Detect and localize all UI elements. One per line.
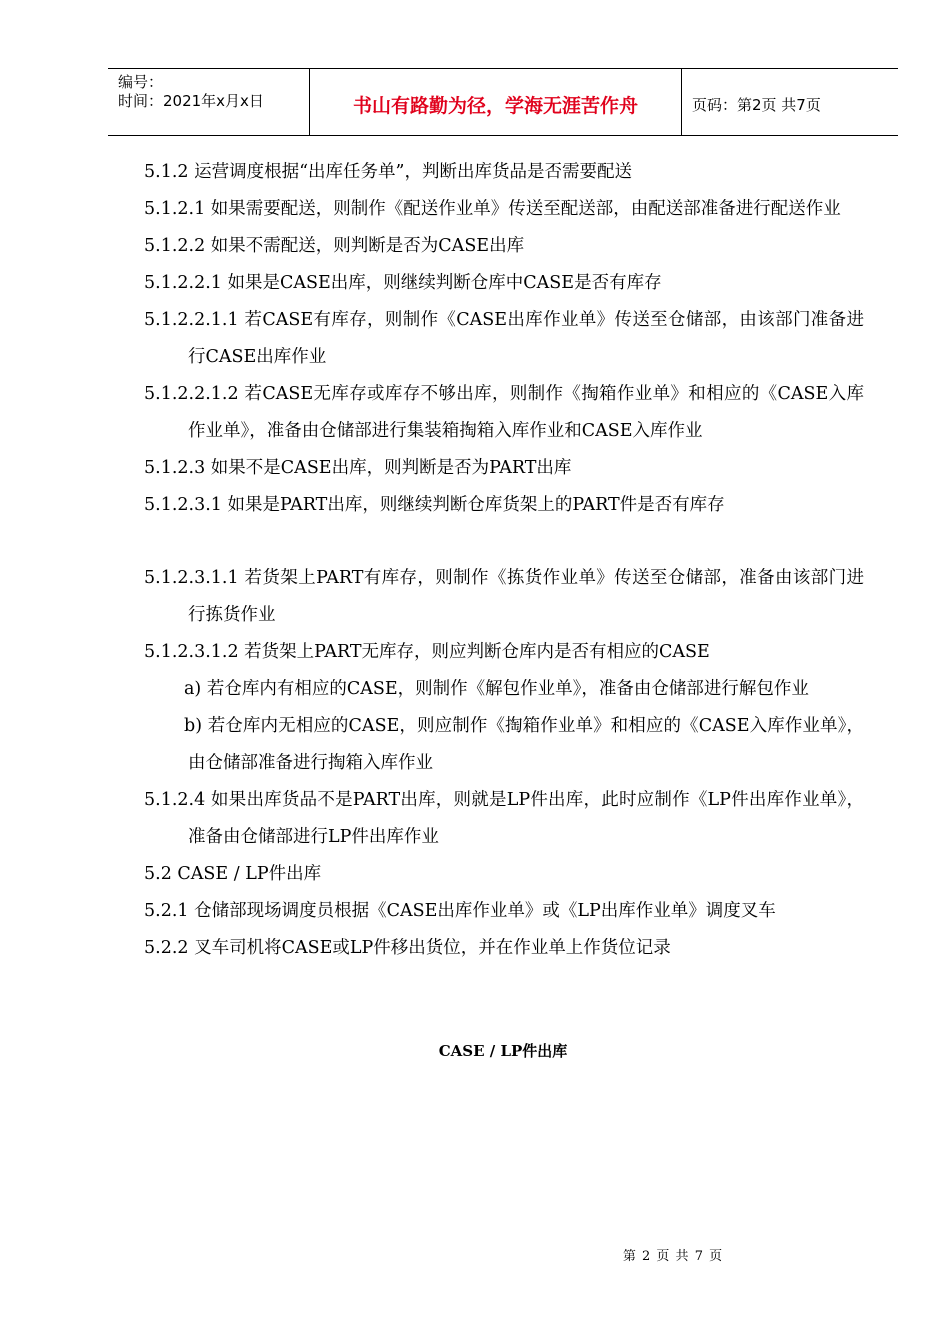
paragraph-item-b: b) 若仓库内无相应的CASE，则应制作《掏箱作业单》和相应的《CASE入库作业单》，由仓储部准备进行掏箱入库作业	[184, 716, 864, 773]
paragraph-5-1-2-2-1-2: 5.1.2.2.1.2 若CASE无库存或库存不够出库，则制作《掏箱作业单》和相应的《CASE入库作业单》，准备由仓储部进行集装箱掏箱入库作业和CASE入库作业	[144, 384, 864, 441]
paragraph-5-1-2-3-1-1: 5.1.2.3.1.1 若货架上PART有库存，则制作《拣货作业单》传送至仓储部，准备由该部门进行拣货作业	[144, 568, 864, 625]
header-motto: 书山有路勤为径，学海无涯苦作舟	[310, 69, 682, 135]
paragraph-5-1-2-3-1-2: 5.1.2.3.1.2 若货架上PART无库存，则应判断仓库内是否有相应的CASE	[144, 642, 710, 662]
header-page-code: 页码：第2页 共7页	[692, 95, 821, 114]
paragraph-item-a: a) 若仓库内有相应的CASE，则制作《解包作业单》，准备由仓储部进行解包作业	[184, 679, 809, 699]
document-time-label: 时间：2021年x月x日	[118, 92, 264, 110]
blank-line	[144, 524, 864, 560]
document-body	[144, 154, 864, 967]
page-footer: 第 2 页 共 7 页	[622, 1249, 724, 1264]
paragraph-5-2: 5.2 CASE / LP件出库	[144, 864, 322, 884]
paragraph-5-1-2-2: 5.1.2.2 如果不需配送，则判断是否为CASE出库	[144, 236, 525, 256]
document-number-label: 编号：	[118, 73, 164, 91]
paragraph-5-2-2: 5.2.2 叉车司机将CASE或LP件移出货位，并在作业单上作货位记录	[144, 938, 671, 958]
paragraph-5-1-2-2-1-1: 5.1.2.2.1.1 若CASE有库存，则制作《CASE出库作业单》传送至仓储部，由该部门准备进行CASE出库作业	[144, 310, 864, 367]
paragraph-5-1-2-3-1: 5.1.2.3.1 如果是PART出库，则继续判断仓库货架上的PART件是否有库存	[144, 495, 725, 515]
paragraph-5-1-2-4: 5.1.2.4 如果出库货品不是PART出库，则就是LP件出库，此时应制作《LP件出库作业单》，准备由仓储部进行LP件出库作业	[144, 790, 864, 847]
paragraph-5-1-2: 5.1.2 运营调度根据“出库任务单”，判断出库货品是否需要配送	[144, 162, 632, 182]
paragraph-5-1-2-1: 5.1.2.1 如果需要配送，则制作《配送作业单》传送至配送部，由配送部准备进行配送作业	[144, 199, 841, 219]
paragraph-5-2-1: 5.2.1 仓储部现场调度员根据《CASE出库作业单》或《LP出库作业单》调度叉车	[144, 901, 776, 921]
paragraph-5-1-2-2-1: 5.1.2.2.1 如果是CASE出库，则继续判断仓库中CASE是否有库存	[144, 273, 662, 293]
header-meta	[108, 69, 310, 135]
section-caption: CASE / LP件出库	[438, 1042, 568, 1060]
document-header	[108, 68, 898, 136]
paragraph-5-1-2-3: 5.1.2.3 如果不是CASE出库，则判断是否为PART出库	[144, 458, 572, 478]
